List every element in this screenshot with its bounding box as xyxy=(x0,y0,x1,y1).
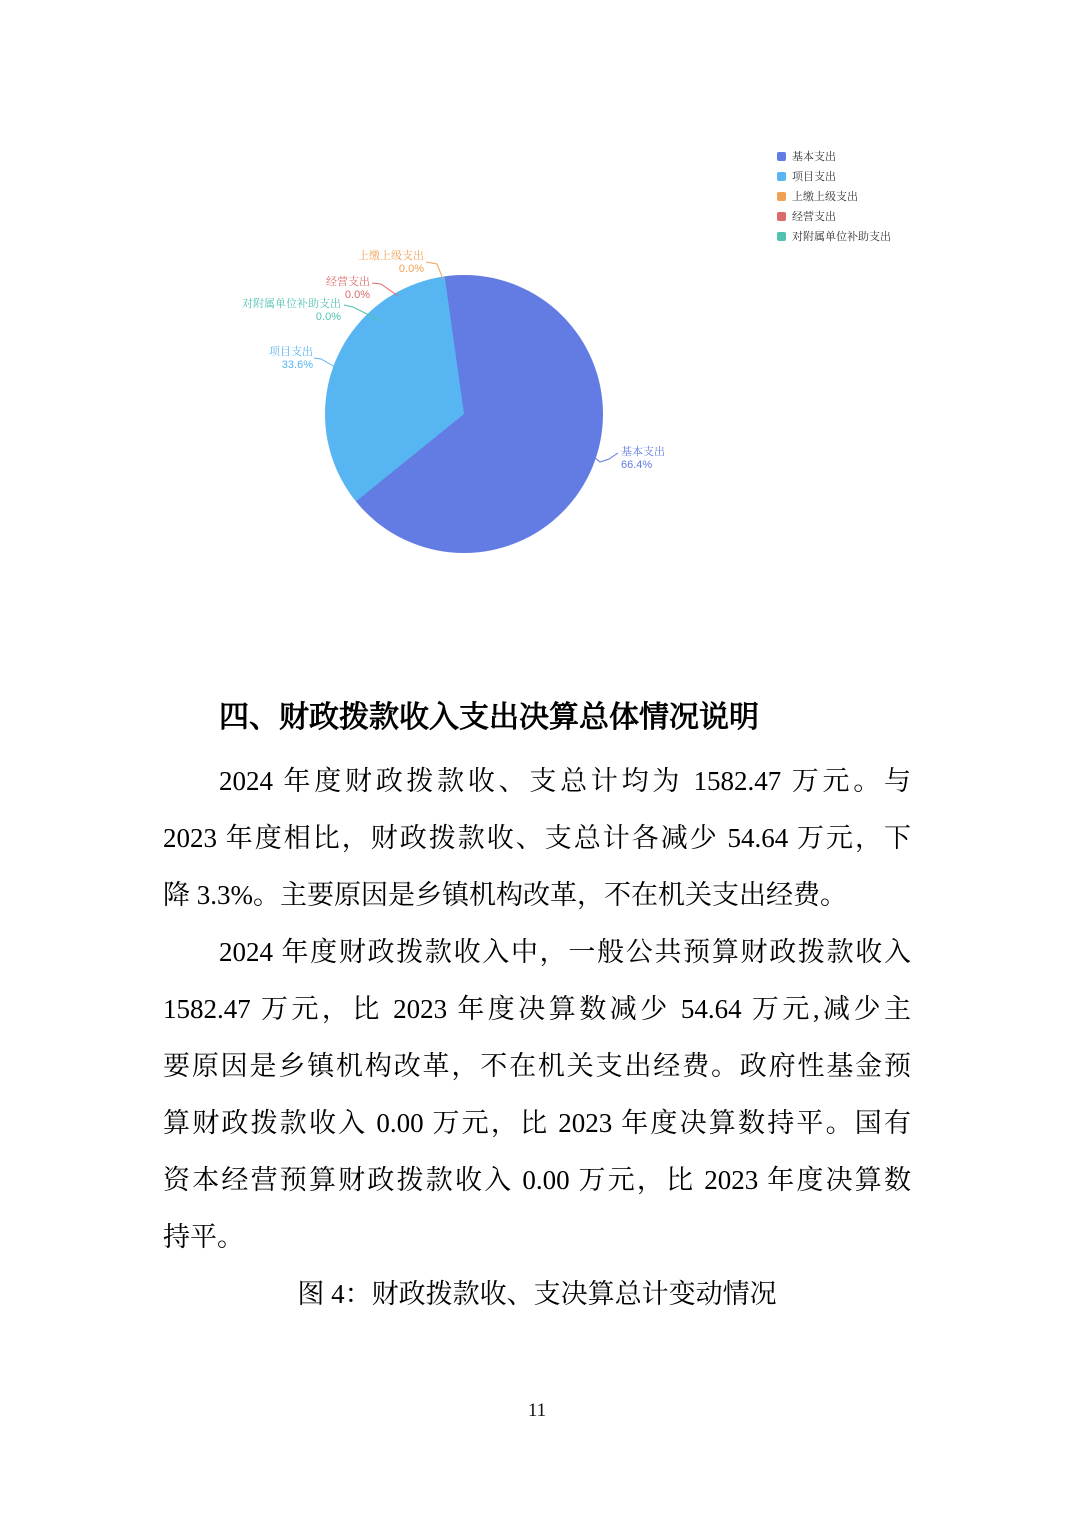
pie-label-percent: 0.0% xyxy=(398,262,424,275)
legend-swatch xyxy=(777,192,786,201)
legend-item xyxy=(777,190,891,202)
figure-caption: 图 4：财政拨款收、支决算总计变动情况 xyxy=(297,1279,777,1309)
pie-label-name: 基本支出 xyxy=(621,446,665,458)
pie-label-percent: 33.6% xyxy=(281,358,313,371)
legend-label: 上缴上级支出 xyxy=(792,191,858,203)
text-line: 持平。 xyxy=(163,1222,244,1252)
text-line: 要原因是乡镇机构改革，不在机关支出经费。政府性基金预 xyxy=(163,1051,911,1081)
legend-item xyxy=(777,150,891,162)
text-line: 2023 年度相比，财政拨款收、支总计各减少 54.64 万元，下 xyxy=(163,823,911,853)
text-line: 1582.47 万元，比 2023 年度决算数减少 54.64 万元,减少主 xyxy=(163,994,911,1024)
legend-swatch xyxy=(777,212,786,221)
paragraphs xyxy=(163,753,911,1323)
pie-label-basic xyxy=(621,446,665,471)
pie-label-name: 经营支出 xyxy=(326,276,370,288)
pie-label-upward xyxy=(330,250,424,275)
text-line: 2024 年度财政拨款收入中，一般公共预算财政拨款收入 xyxy=(219,937,911,967)
text-line: 资本经营预算财政拨款收入 0.00 万元，比 2023 年度决算数 xyxy=(163,1165,911,1195)
pie-label-project xyxy=(225,346,313,371)
pie xyxy=(325,275,603,553)
text-line: 降 3.3%。主要原因是乡镇机构改革，不在机关支出经费。 xyxy=(163,880,847,910)
legend-label: 基本支出 xyxy=(792,151,836,163)
expenditure-pie-chart xyxy=(0,0,1074,640)
pie-label-percent: 0.0% xyxy=(315,310,341,323)
legend-item xyxy=(777,210,891,222)
section-heading: 四、财政拨款收入支出决算总体情况说明 xyxy=(219,701,759,734)
legend-item xyxy=(777,230,891,242)
legend-swatch xyxy=(777,152,786,161)
text-line: 算财政拨款收入 0.00 万元，比 2023 年度决算数持平。国有 xyxy=(163,1108,911,1138)
pie-label-name: 对附属单位补助支出 xyxy=(242,298,341,310)
paragraph xyxy=(163,924,911,1266)
legend-swatch xyxy=(777,232,786,241)
legend-label: 对附属单位补助支出 xyxy=(792,231,891,243)
page-number: 11 xyxy=(527,1400,547,1421)
paragraph xyxy=(163,753,911,924)
legend-label: 项目支出 xyxy=(792,171,836,183)
pie-label-percent: 0.0% xyxy=(344,288,370,301)
pie-label-name: 上缴上级支出 xyxy=(358,250,424,262)
document-body xyxy=(163,700,911,1323)
legend-label: 经营支出 xyxy=(792,211,836,223)
legend-item xyxy=(777,170,891,182)
pie-label-name: 项目支出 xyxy=(269,346,313,358)
legend-swatch xyxy=(777,172,786,181)
pie-label-percent: 66.4% xyxy=(621,458,653,471)
pie-label-subsidy xyxy=(231,298,341,323)
text-line: 2024 年度财政拨款收、支总计均为 1582.47 万元。与 xyxy=(219,766,911,796)
chart-legend xyxy=(777,150,891,250)
